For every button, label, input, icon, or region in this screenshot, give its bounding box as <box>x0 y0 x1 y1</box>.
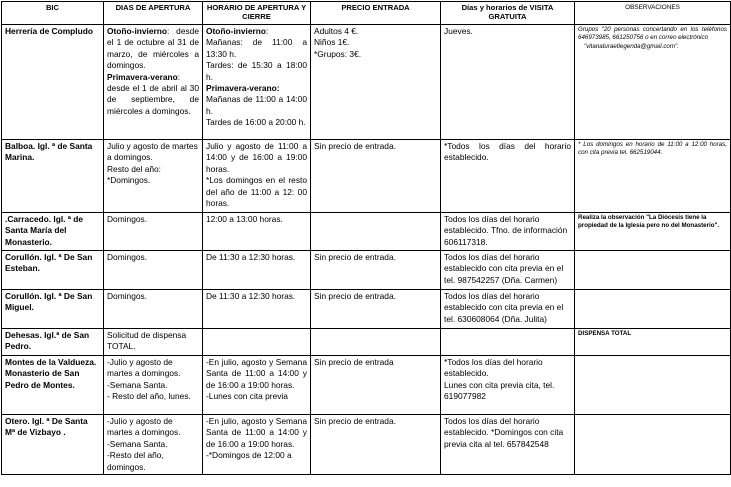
table-row <box>2 290 731 329</box>
obs-text: Grupos "20 personas concertando en los teléfonos 646973985, 661250756 o en correo electrónico <box>578 26 727 42</box>
horario-cell <box>203 356 311 415</box>
horario-line: Mañanas de 11:00 a 14:00 h. <box>206 94 307 116</box>
table-row <box>2 213 731 251</box>
visita-cell <box>441 356 575 415</box>
season-label: Primavera-verano <box>107 71 178 82</box>
observaciones-cell <box>575 290 731 329</box>
season-text: : desde el 1 de octubre al 31 de marzo, de miércoles a domingos. <box>107 26 199 71</box>
observaciones-cell <box>575 356 731 415</box>
precio-cell: Sin precio de entrada. <box>311 415 441 475</box>
horario-line: -Lunes con cita previa <box>206 391 288 402</box>
horario-text: : Mañanas: de 11:00 a 13:30 h. <box>206 26 307 59</box>
visita-line: Lunes con cita previa cita, tel. 619077982 <box>444 379 555 402</box>
bic-cell: Dehesas. Igl.ª de San Pedro. <box>2 329 104 356</box>
observaciones-cell <box>575 25 731 140</box>
bic-cell: Otero. Igl. ª De Santa Mª de Vizbayo . <box>2 415 104 475</box>
bic-cell: Corullón. Igl. ª De San Miguel. <box>2 290 104 329</box>
bic-cell: Corullón. Igl. ª De San Esteban. <box>2 251 104 290</box>
bic-cell: Balboa. Igl. ª de Santa Marina. <box>2 140 104 213</box>
dias-cell: Domingos. <box>104 290 203 329</box>
header-visita-gratuita: Días y horarios de VISITA GRATUITA <box>441 2 575 25</box>
precio-cell <box>311 329 441 356</box>
horario-cell: De 11:30 a 12:30 horas. <box>203 290 311 329</box>
horario-cell <box>203 415 311 475</box>
season-label: Otoño-invierno <box>107 26 168 36</box>
precio-cell: Sin precio de entrada. <box>311 140 441 213</box>
header-observaciones: OBSERVACIONES <box>575 2 731 25</box>
visita-cell: Todos los días del horario establecido. *Domingos con cita previa cita al tel. 657842548 <box>441 415 575 475</box>
precio-cell: Sin precio de entrada <box>311 356 441 415</box>
header-precio: PRECIO ENTRADA <box>311 2 441 25</box>
table-row <box>2 415 731 475</box>
dias-line: -Resto del año, domingos. <box>107 450 164 472</box>
visita-cell: Todos los días del horario establecido con cita previa en el tel. 630608064 (Dña. Julita) <box>441 290 575 329</box>
observaciones-cell <box>575 140 731 213</box>
table-row <box>2 25 731 140</box>
observaciones-cell <box>575 251 731 290</box>
header-horario: HORARIO DE APERTURA Y CIERRE <box>203 2 311 25</box>
season-text: : desde el 1 de abril al 30 de septiembre, de miércoles a domingos. <box>107 71 199 116</box>
dias-cell <box>104 25 203 140</box>
dias-line: -Semana Santa. <box>107 438 168 449</box>
table-row <box>2 140 731 213</box>
obs-text: * Los domingos en horario de 11:00 a 12:00 horas, con cita previa tel. 662519044. <box>578 141 727 157</box>
visita-cell: Todos los días del horario establecido con cita previa en el tel. 987542257 (Dña. Carmen) <box>441 251 575 290</box>
header-row <box>2 2 731 25</box>
season-block <box>107 72 199 118</box>
horario-line: Tardes: de 15:30 a 18:00 h. <box>206 60 307 82</box>
precio-cell: Sin precio de entrada. <box>311 251 441 290</box>
precio-cell: Sin precio de entrada. <box>311 290 441 329</box>
horario-line: -En julio, agosto y Semana Santa de 11:00 a 14:00 y de 16:00 a 19:00 horas. <box>206 416 307 449</box>
horario-line: *Los domingos en el resto del año de 11:00 a 12: 00 horas. <box>206 175 307 209</box>
dias-cell <box>104 356 203 415</box>
bic-cell: .Carracedo. Igl. ª de Santa María del Monasterio. <box>2 213 104 251</box>
table-row <box>2 251 731 290</box>
horario-line <box>206 26 307 60</box>
horario-cell <box>203 140 311 213</box>
precio-line: Niños 1€. <box>314 37 350 48</box>
horario-line <box>206 83 307 94</box>
visita-cell: *Todos los días del horario establecido. <box>441 140 575 213</box>
visita-cell: Todos los días del horario establecido. Tfno. de información 606117318. <box>441 213 575 251</box>
dias-line: Julio y agosto de martes a domingos. <box>107 141 198 163</box>
season-label: Primavera-verano: <box>206 83 280 94</box>
horario-line: -En julio, agosto y Semana Santa de 11:00 a 14:00 y de 16:00 a 19:00 horas. <box>206 357 307 390</box>
visita-cell: Jueves. <box>441 25 575 140</box>
precio-line: Adultos 4 €. <box>314 26 359 36</box>
season-label: Otoño-invierno <box>206 26 267 36</box>
dias-line: -Julio y agosto de martes a domingos. <box>107 357 181 379</box>
observaciones-cell <box>575 213 731 251</box>
dias-cell: Domingos. <box>104 213 203 251</box>
dias-cell: Solicitud de dispensa TOTAL. <box>104 329 203 356</box>
horario-line: Julio y agosto de 11:00 a 14:00 y de 16:00 a 19:00 horas. <box>206 141 307 174</box>
bic-cell: Montes de la Valdueza. Monasterio de San Pedro de Montes. <box>2 356 104 415</box>
observaciones-cell <box>575 329 731 356</box>
precio-cell <box>311 213 441 251</box>
dias-cell <box>104 415 203 475</box>
dias-cell: Domingos. <box>104 251 203 290</box>
obs-text: Realiza la observación "La Diócesis tiene la propiedad de la Iglesia pero no del Monasterio". <box>578 214 720 230</box>
obs-text: DISPENSA TOTAL <box>578 330 632 337</box>
precio-cell <box>311 25 441 140</box>
table-row <box>2 356 731 415</box>
horario-cell: 12:00 a 13:00 horas. <box>203 213 311 251</box>
dias-line: -Semana Santa. <box>107 379 168 390</box>
dias-line: - Resto del año, lunes. <box>107 391 191 402</box>
observaciones-cell <box>575 415 731 475</box>
horario-line: Tardes de 16:00 a 20:00 h. <box>206 117 306 128</box>
visita-cell <box>441 329 575 356</box>
dias-line: *Domingos. <box>107 175 151 186</box>
header-dias-apertura: DIAS DE APERTURA <box>104 2 203 25</box>
obs-email: "vitanaturaetlegenda@gmail.com". <box>584 42 679 50</box>
horario-line: -*Domingos de 12:00 a <box>206 450 292 461</box>
horario-cell <box>203 25 311 140</box>
visita-line: *Todos los días del horario establecido. <box>444 357 543 379</box>
dias-cell <box>104 140 203 213</box>
bic-cell: Herrería de Compludo <box>2 25 104 140</box>
dias-line: -Julio y agosto de martes a domingos. <box>107 416 181 438</box>
horario-cell <box>203 329 311 356</box>
table-row <box>2 329 731 356</box>
dias-line: Resto del año: <box>107 163 162 174</box>
schedule-table <box>1 1 731 475</box>
horario-cell: De 11:30 a 12:30 horas. <box>203 251 311 290</box>
header-bic: BIC <box>2 2 104 25</box>
precio-line: *Grupos: 3€. <box>314 48 362 59</box>
